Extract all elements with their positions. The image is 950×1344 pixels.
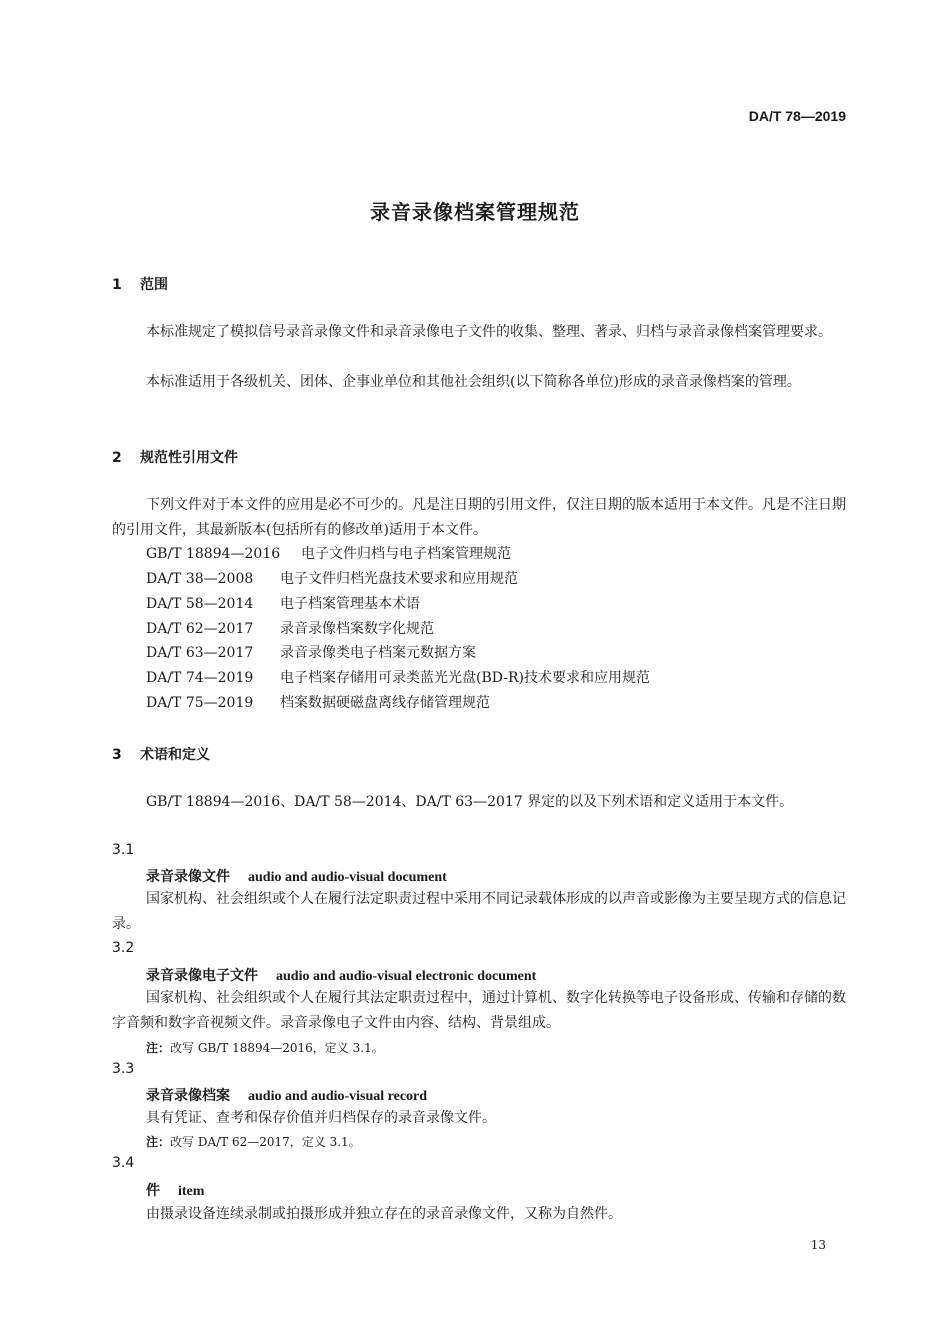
reference-code: GB/T 18894—2016 [146,546,281,562]
reference-code: DA/T 38—2008 [146,571,254,587]
reference-code: DA/T 63—2017 [146,645,254,661]
normative-references-paragraph: 下列文件对于本文件的应用是必不可少的。凡是注日期的引用文件，仅注日期的版本适用于本文件。凡是不注日期的引用文件，其最新版本(包括所有的修改单)适用于本文件。 [112,497,846,538]
term-english: audio and audio-visual electronic document [276,969,537,984]
reference-title: 电子档案管理基本术语 [280,596,420,612]
scope-paragraph-1: 本标准规定了模拟信号录音录像文件和录音录像电子文件的收集、整理、著录、归档与录音录像档案管理要求。 [146,324,832,340]
term-number: 3.3 [112,1061,135,1077]
term-heading [146,866,447,886]
term-definition: 国家机构、社会组织或个人在履行其法定职责过程中，通过计算机、数字化转换等电子设备形成、传输和存储的数字音频和数字音视频文件。录音录像电子文件由内容、结构、背景组成。 [112,990,846,1031]
reference-title: 录音录像类电子档案元数据方案 [280,645,476,661]
reference-title: 录音录像档案数字化规范 [280,621,434,637]
standard-code-header: DA/T 78—2019 [748,108,846,124]
term-heading [146,965,536,985]
reference-item [146,666,650,691]
section-number: 1 [112,277,122,293]
scope-paragraph-2: 本标准适用于各级机关、团体、企事业单位和其他社会组织(以下简称各单位)形成的录音录像档案的管理。 [146,374,801,390]
reference-item [146,592,420,617]
reference-code: DA/T 74—2019 [146,670,254,686]
term-number: 3.2 [112,940,135,956]
section-2-heading [112,447,238,467]
reference-title: 电子文件归档与电子档案管理规范 [301,546,511,562]
note-label: 注： [146,1041,171,1055]
section-number: 2 [112,450,122,466]
note-text: 改写 GB/T 18894—2016，定义 3.1。 [170,1041,384,1055]
term-number: 3.4 [112,1155,135,1171]
reference-item [146,542,511,567]
term-note [146,1039,384,1056]
term-definition: 由摄录设备连续录制或拍摄形成并独立存在的录音录像文件，又称为自然件。 [146,1206,622,1222]
reference-title: 电子文件归档光盘技术要求和应用规范 [280,571,518,587]
term-definition: 国家机构、社会组织或个人在履行法定职责过程中采用不同记录载体形成的以声音或影像为主要呈现方式的信息记录。 [112,891,846,932]
term-note [146,1133,361,1150]
section-title: 规范性引用文件 [140,450,238,466]
term-english: audio and audio-visual document [248,870,447,885]
term-chinese: 录音录像档案 [146,1088,230,1104]
reference-code: DA/T 58—2014 [146,596,254,612]
reference-item [146,641,476,666]
note-label: 注： [146,1135,171,1149]
term-english: item [178,1184,205,1199]
term-chinese: 件 [146,1183,160,1199]
section-title: 范围 [140,277,168,293]
term-number: 3.1 [112,842,135,858]
term-heading [146,1085,427,1105]
reference-code: DA/T 75—2019 [146,695,254,711]
term-english: audio and audio-visual record [248,1089,428,1104]
note-text: 改写 DA/T 62—2017，定义 3.1。 [170,1135,361,1149]
reference-code: DA/T 62—2017 [146,621,254,637]
reference-title: 电子档案存储用可录类蓝光光盘(BD-R)技术要求和应用规范 [280,670,650,686]
reference-item [146,691,490,716]
section-title: 术语和定义 [140,747,210,763]
section-1-heading [112,274,168,294]
document-title: 录音录像档案管理规范 [370,200,580,224]
page-number: 13 [810,1238,826,1252]
term-definition: 具有凭证、查考和保存价值并归档保存的录音录像文件。 [146,1110,496,1126]
reference-title: 档案数据硬磁盘离线存储管理规范 [280,695,490,711]
section-3-heading [112,744,210,764]
term-chinese: 录音录像文件 [146,869,230,885]
reference-item [146,617,434,642]
terms-intro-paragraph: GB/T 18894—2016、DA/T 58—2014、DA/T 63—2017 界定的以及下列术语和定义适用于本文件。 [146,794,794,810]
term-chinese: 录音录像电子文件 [146,968,258,984]
section-number: 3 [112,747,122,763]
reference-item [146,567,518,592]
term-heading [146,1180,204,1200]
